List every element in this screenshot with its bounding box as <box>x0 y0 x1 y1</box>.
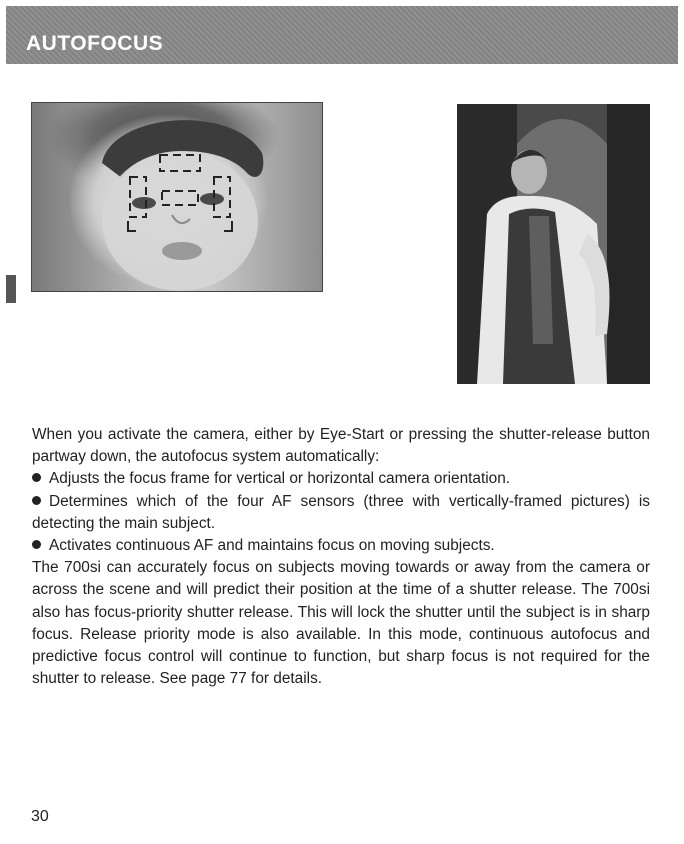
section-tab-marker <box>6 275 16 303</box>
bullet-item: Adjusts the focus frame for vertical or horizontal camera orientation. <box>32 468 650 490</box>
detail-paragraph: The 700si can accurately focus on subjects moving towards or away from the camera or across the scene and will predict their position at the time of a shutter release. The 700si also has focus-priority shutter release. This will lock the shutter until the subject is in sharp focus. Release priority mode is also available. In this mode, continuous autofocus and predictive focus control will continue to function, but sharp focus is not required for the shutter to release. See page 77 for details. <box>32 559 650 688</box>
bullet-icon <box>32 540 41 549</box>
bullet-item: Determines which of the four AF sensors (three with vertically-framed pictures) is detecting the main subject. <box>32 492 650 532</box>
bullet-icon <box>32 496 41 505</box>
page-number: 30 <box>31 808 49 825</box>
section-title: AUTOFOCUS <box>26 32 164 55</box>
man-photo <box>457 104 650 384</box>
intro-paragraph: When you activate the camera, either by Eye-Start or pressing the shutter-release button partway down, the autofocus system automatically: <box>32 426 650 466</box>
man-photo-illustration <box>457 104 650 384</box>
body-text <box>32 424 650 690</box>
child-photo-illustration <box>32 103 322 291</box>
child-photo <box>31 102 323 292</box>
bullet-item: Activates continuous AF and maintains focus on moving subjects. <box>32 535 650 557</box>
bullet-icon <box>32 473 41 482</box>
